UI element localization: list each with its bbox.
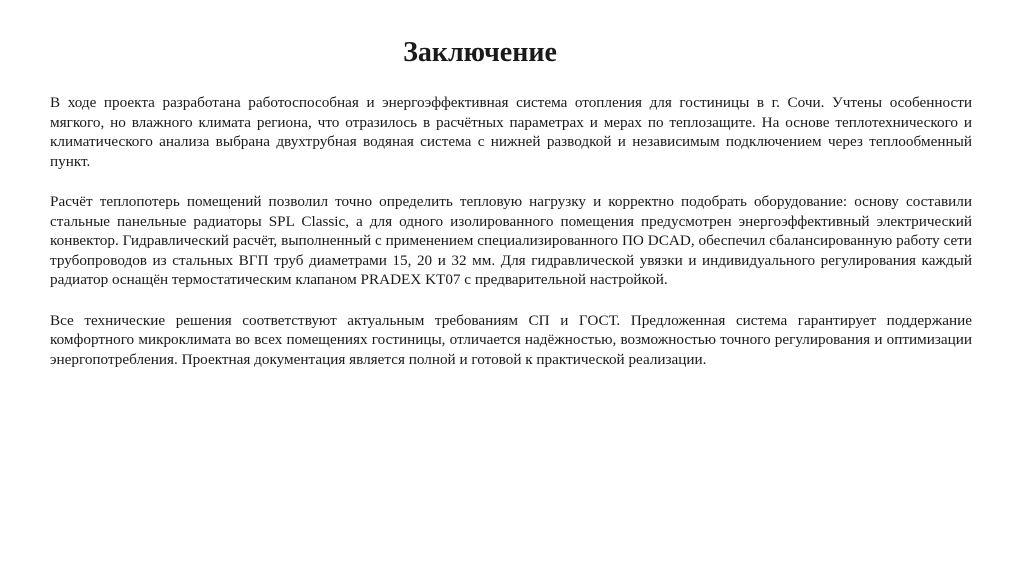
paragraph-3: Все технические решения соответствуют актуальным требованиям СП и ГОСТ. Предложенная система гарантирует поддержание комфортного микроклимата во всех помещениях гостиницы, отличается надёжностью, возможностью точного регулирования и оптимизации энергопотребления. Проектная документация является полной и готовой к практической реализации. — [50, 311, 972, 368]
paragraph-1: В ходе проекта разработана работоспособная и энергоэффективная система отопления для гостиницы в г. Сочи. Учтены особенности мягкого, но влажного климата региона, что отразилось в расчётных параметрах и мерах по теплозащите. На основе теплотехнического и климатического анализа выбрана двухтрубная водяная система с нижней разводкой и независимым подключением через теплообменный пункт. — [50, 94, 972, 170]
slide-title: Заключение — [403, 37, 557, 68]
slide-body — [50, 93, 972, 390]
paragraph-2: Расчёт теплопотерь помещений позволил точно определить тепловую нагрузку и корректно подобрать оборудование: основу составили стальные панельные радиаторы SPL Classic, а для одного изолированного помещения предусмотрен энергоэффективный электрический конвектор. Гидравлический расчёт, выполненный с применением специализированного ПО DCAD, обеспечил сбалансированную работу сети трубопроводов из стальных ВГП труб диаметрами 15, 20 и 32 мм. Для гидравлической увязки и индивидуального регулирования каждый радиатор оснащён термостатическим клапаном PRADEX KT07 с предварительной настройкой. — [50, 193, 972, 288]
